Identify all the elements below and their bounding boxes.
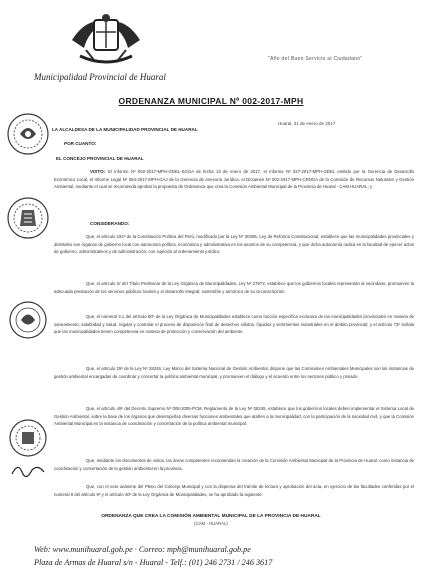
considerando-heading: CONSIDERANDO: xyxy=(90,221,130,226)
intro-line: EL CONCEJO PROVINCIAL DE HUARAL xyxy=(56,156,144,161)
signature-mark-icon xyxy=(10,460,46,480)
municipal-coat-of-arms-icon xyxy=(66,10,146,70)
official-seal-stamp-icon xyxy=(6,112,50,156)
considerando-paragraph: Que, el artículo IV del Título Preliminar de la Ley Orgánica de Municipalidades, Ley Nº 27972, establece que los gobiernos locales representan al vecindario, promueven la adecuada prestación de los servicios públicos locales y el desarrollo integral, sostenible y armónico de su circunscripción. xyxy=(54,281,414,294)
intro-line: POR CUANTO: xyxy=(64,141,97,146)
document-date: Huaral, 31 de enero de 2017 xyxy=(278,121,336,126)
official-seal-stamp-icon xyxy=(8,300,48,340)
institution-name: Municipalidad Provincial de Huaral xyxy=(34,72,166,82)
considerando-paragraph: Que, con el voto unánime del Pleno del Concejo Municipal y con la dispensa del trámite de lectura y aprobación del acta, en ejercicio de las facultades conferidas por el numeral 8 del artículo 9º y el artículo 40º de la Ley Orgánica de Municipalidades, se ha aprobado la siguiente: xyxy=(54,484,414,497)
considerando-paragraph: Que, el artículo 25º de la Ley Nº 28245, Ley Marco del Sistema Nacional de Gestión Ambiental, dispone que las Comisiones Ambientales Municipales son las instancias de gestión ambiental encargadas de coordinar y concertar la política ambiental municipal, y promueven el diálogo y el acuerdo entre los sectores público y privado. xyxy=(54,366,414,379)
considerando-paragraph: Que, el artículo 49º del Decreto Supremo Nº 008-2005-PCM, Reglamento de la Ley Nº 28245, establece que los gobiernos locales deben implementar el Sistema Local de Gestión Ambiental, sobre la base de los órganos que desempeñan diversas funciones ambientales que atañen a la municipalidad, con la participación de la sociedad civil, y que la Comisión Ambiental Municipal es la instancia de coordinación y concertación de la política ambiental municipal. xyxy=(54,406,414,427)
footer-web-line: Web: www.munihuaral.gob.pe · Correo: mph@munihuaral.gob.pe xyxy=(34,545,251,554)
ordinance-title: ORDENANZA QUE CREA LA COMISIÓN AMBIENTAL MUNICIPAL DE LA PROVINCIA DE HUARAL xyxy=(101,514,321,519)
considerando-paragraph: Que, el numeral 3.1 del artículo 80º de la Ley Orgánica de Municipalidades establece como función específica exclusiva de las municipalidades provinciales en materia de saneamiento, salubridad y salud, regular y controlar el proceso de disposición final de desechos sólidos, líquidos y vertimientos industriales en el ámbito provincial; y el artículo 73º señala que las municipalidades tienen competencia en materia de protección y conservación del ambiente. xyxy=(54,314,414,335)
visto-heading: VISTO: xyxy=(90,169,106,174)
considerando-paragraph: Que, el artículo 194º de la Constitución Política del Perú, modificado por la Ley Nº 30305, Ley de Reforma Constitucional, establece que las municipalidades provinciales y distritales son órganos de gobierno local con autonomía política, económica y administrativa en los asuntos de su competencia, y que dicha autonomía radica en la facultad de ejercer actos de gobierno, administrativos y de administración, con sujeción al ordenamiento jurídico. xyxy=(54,234,414,255)
intro-line: LA ALCALDESA DE LA MUNICIPALIDAD PROVINCIAL DE HUARAL xyxy=(52,127,198,132)
year-reference: "Año del Buen Servicio al Ciudadano" xyxy=(268,56,363,62)
footer-address-line: Plaza de Armas de Huaral s/n - Huaral - Telf.: (01) 246 2731 / 246 3617 xyxy=(34,558,273,567)
visto-paragraph: El Informe Nº 002-2017-MPH-GDEL-SGGA de fecha 13 de enero de 2017, el Informe Nº 027-2017-MPH-GDEL emitido por la Gerencia de Desarrollo Económico Local, el Informe Legal Nº 054-2017-MPH-GAJ de la Gerencia de Asesoría Jurídica, el Dictamen Nº 002-2017-MPH-CRNGA de la Comisión de Recursos Naturales y Gestión Ambiental, mediante el cual se recomienda aprobar la propuesta de Ordenanza que crea la Comisión Ambiental Municipal de la Provincia de Huaral - CAM HUARAL; y xyxy=(54,169,414,190)
page-title: ORDENANZA MUNICIPAL Nº 002-2017-MPH xyxy=(118,96,304,106)
ordinance-subtitle: (CAM - HUARAL) xyxy=(194,521,228,526)
official-seal-stamp-icon xyxy=(6,196,50,240)
official-seal-stamp-icon xyxy=(8,418,48,458)
considerando-paragraph: Que, mediante los documentos de vistos, las áreas competentes recomiendan la creación de la Comisión Ambiental Municipal de la Provincia de Huaral, como instancia de coordinación y concertación de la gestión ambiental en la provincia. xyxy=(54,458,414,471)
